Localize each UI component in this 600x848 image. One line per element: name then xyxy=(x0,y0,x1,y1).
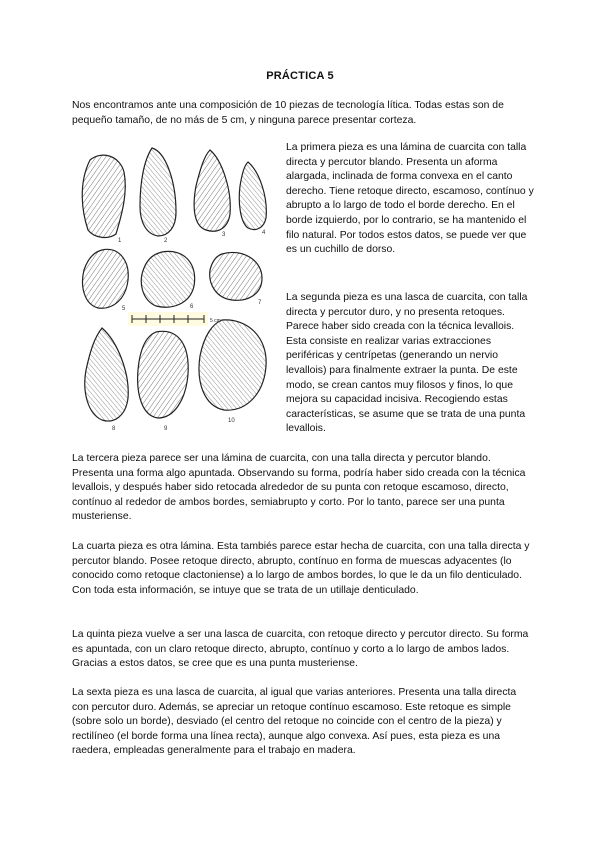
piece-4-paragraph: La cuarta pieza es otra lámina. Esta tambiés parece estar hecha de cuarcita, con una talla directa y percutor blando. Posee retoque directo, abrupto, contínuo en forma de muescas adyacentes (lo conocido como retoque clactoniense) a lo largo de ambos bordes, lo que le da un filo denticulado. Con toda esta información, se intuye que se trata de un utillaje denticulado. xyxy=(72,541,530,596)
piece-10-drawing xyxy=(199,320,266,410)
intro-paragraph: Nos encontramos ante una composición de 10 piezas de tecnología lítica. Todas estas son de pequeño tamaño, de no más de 5 cm, y ninguna parece presentar corteza. xyxy=(72,100,504,126)
piece-3-drawing xyxy=(194,150,230,231)
piece-3-paragraph: La tercera pieza parece ser una lámina de cuarcita, con una talla directa y percutor blando. Presenta una forma algo apuntada. Observando su forma, podría haber sido creada con la técnica levallois, y después haber sido retocada alrededor de su punta con retoque escamoso, directo, contínuo al rededor de ambos bordes, semiabrupto y corto. Por lo tanto, parece ser una punta musteriense. xyxy=(72,453,526,523)
piece-9-drawing xyxy=(138,331,189,418)
figure-label-2: 2 xyxy=(164,238,168,244)
figure-label-3: 3 xyxy=(222,232,226,238)
piece-5-paragraph: La quinta pieza vuelve a ser una lasca de cuarcita, con retoque directo y percutor directo. Su forma es apuntada, con un claro retoque directo, abrupto, contínuo y corto a lo largo de ambos lados. Gracias a estos datos, se cree que es una punta musteriense. xyxy=(72,629,529,670)
figure-label-4: 4 xyxy=(262,230,266,236)
figure-label-10: 10 xyxy=(228,418,235,424)
piece-8-drawing xyxy=(85,328,128,421)
lithic-pieces-drawing xyxy=(72,142,277,440)
figure-label-1: 1 xyxy=(118,238,122,244)
page-title: PRÁCTICA 5 xyxy=(266,70,334,82)
figure-label-6: 6 xyxy=(190,304,194,310)
piece-2-paragraph: La segunda pieza es una lasca de cuarcita, con talla directa y percutor duro, y no presenta retoques. Parece haber sido creada con la técnica levallois. Esta consiste en realizar varias extracciones periféricas y centrípetas (generando un nervio levallois) para finalmente extraer la punta. De este modo, se crean cantos muy filosos y finos, lo que mejora su capacidad incisiva. Recogiendo estas características, se asume que se trata de una punta levallois. xyxy=(286,292,528,435)
piece-6-paragraph: La sexta pieza es una lasca de cuarcita, al igual que varias anteriores. Presenta una talla directa con percutor duro. Además, se apreciar un retoque contínuo escamoso. Este retoque es simple (sobre solo un borde), desviado (el centro del retoque no coincide con el centro de la pieza) y rectilíneo (el borde forma una línea recta), aunque algo convexa. Así pues, esta pieza es una raedera, empleadas generalmente para el trabajo en madera. xyxy=(72,687,517,757)
piece-2-drawing xyxy=(140,148,176,236)
piece-1-paragraph: La primera pieza es una lámina de cuarcita con talla directa y percutor blando. Presenta un aforma alargada, inclinada de forma convexa en el canto derecho. Tiene retoque directo, escamoso, contínuo y abrupto a lo largo de todo el borde derecho. En el borde izquierdo, por lo contrario, se ha mantenido el filo natural. Por todos estos datos, se puede ver que es un cuchillo de dorso. xyxy=(286,142,534,256)
figure-label-8: 8 xyxy=(112,426,116,432)
scale-label: 5 cm xyxy=(210,318,221,324)
figure-label-7: 7 xyxy=(258,300,262,306)
piece-4-drawing xyxy=(239,162,266,230)
lithic-pieces-figure xyxy=(72,142,277,440)
piece-5-drawing xyxy=(83,249,129,308)
figure-label-5: 5 xyxy=(122,306,126,312)
piece-7-drawing xyxy=(210,252,262,300)
piece-6-drawing xyxy=(141,251,194,307)
figure-label-9: 9 xyxy=(164,426,168,432)
piece-1-drawing xyxy=(82,155,125,237)
